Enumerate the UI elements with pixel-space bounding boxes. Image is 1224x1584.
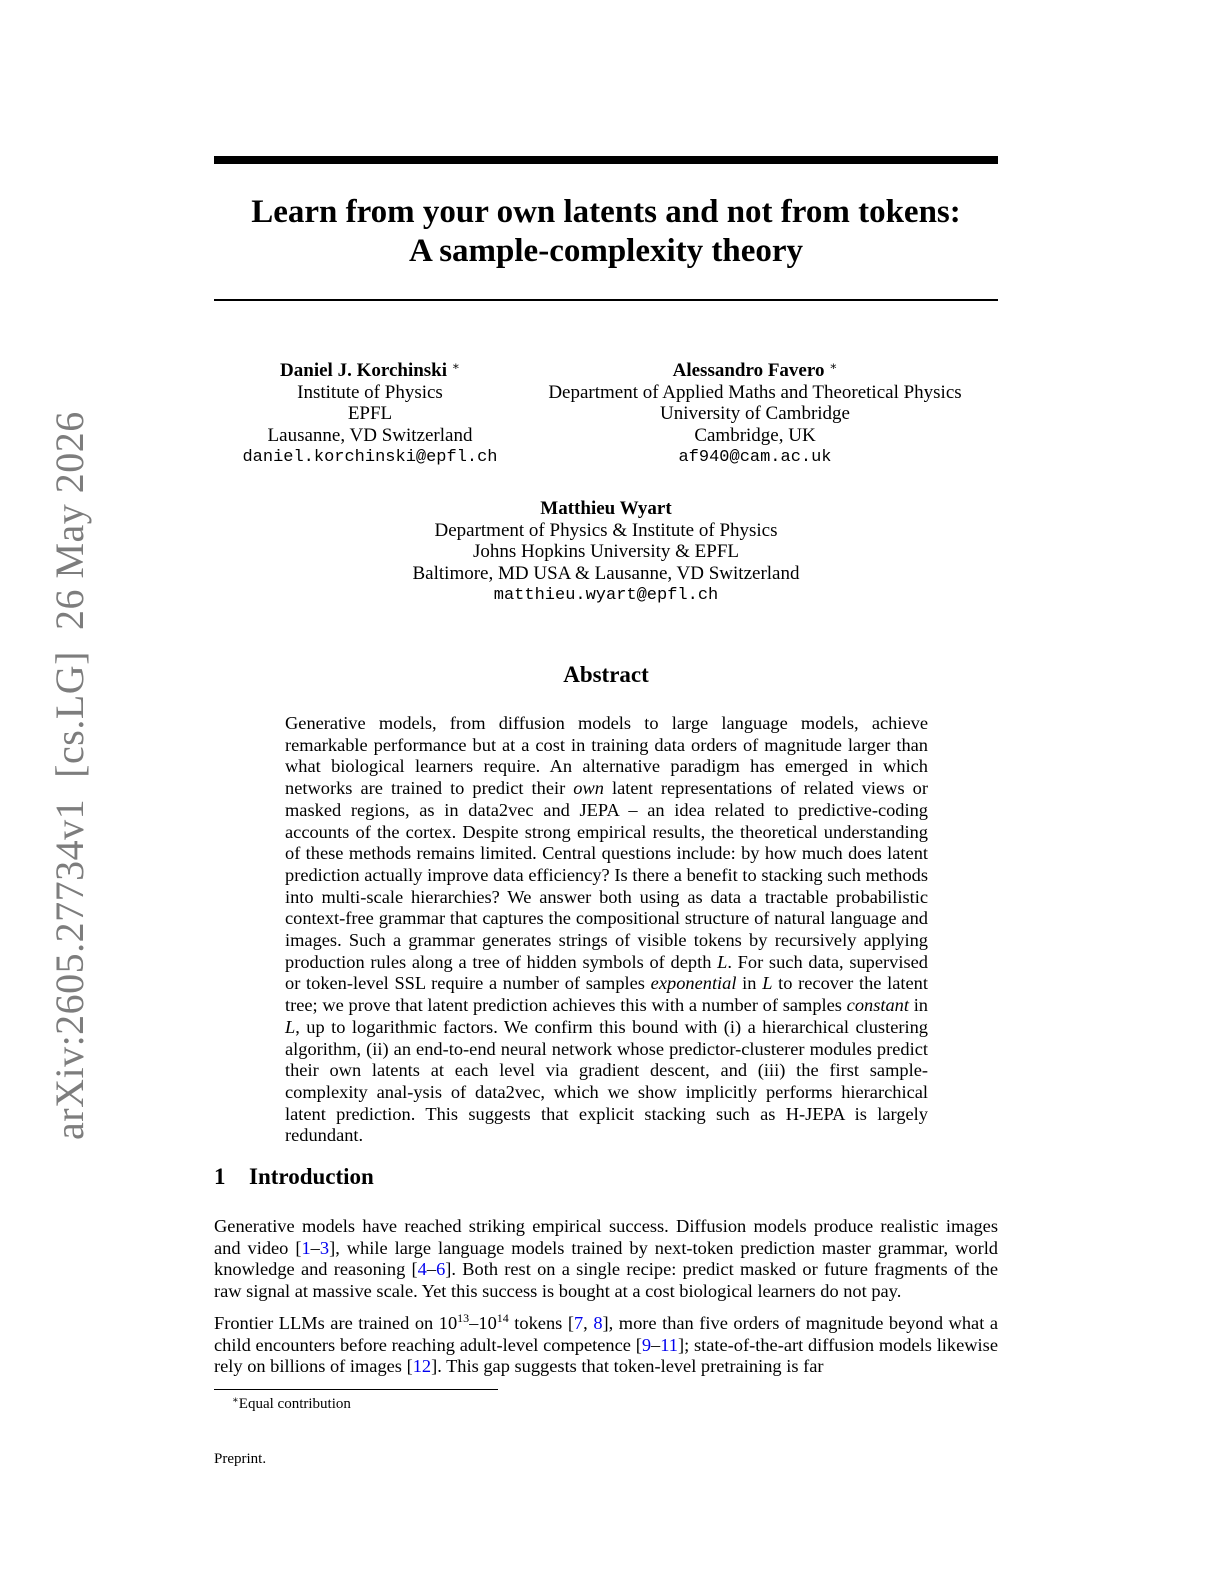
paragraph-text: –10	[469, 1313, 497, 1333]
exponent: 14	[496, 1311, 509, 1325]
citation-link[interactable]: 4	[417, 1259, 427, 1280]
section-title: Introduction	[249, 1164, 374, 1189]
title-bottom-rule	[214, 299, 998, 301]
math-symbol: L	[285, 1016, 296, 1037]
citation-link[interactable]: 7	[573, 1313, 584, 1333]
author-email[interactable]: matthieu.wyart@epfl.ch	[493, 585, 719, 605]
author-name: Alessandro Favero	[672, 360, 825, 381]
abstract-text: to recover the latent tree; we prove that latent prediction achieves this with a number of samples	[285, 973, 928, 1016]
math-symbol: L	[717, 951, 728, 972]
paragraph-text: ]. Both rest on a single recipe: predict masked or future fragments of the raw signal at massive scale. Yet this success is bought at a cost biological learners do not pay.	[214, 1259, 998, 1302]
author-email[interactable]: daniel.korchinski@epfl.ch	[242, 447, 498, 467]
author-affiliation-line: University of Cambridge	[660, 403, 850, 425]
citation-link[interactable]: 8	[593, 1313, 603, 1333]
author-affiliation-line: Department of Physics & Institute of Physics	[434, 519, 778, 541]
author-name: Daniel J. Korchinski	[280, 360, 448, 381]
arxiv-date: 26 May 2026	[47, 411, 92, 631]
paragraph-text: ]; state-of-the-art diffusion models likewise rely on billions of images [	[214, 1334, 998, 1377]
exponent: 13	[457, 1311, 470, 1325]
citation-link[interactable]: 12	[412, 1356, 432, 1377]
citation-link[interactable]: 6	[436, 1259, 446, 1280]
paper-title	[214, 193, 998, 271]
title-line-2: A sample-complexity theory	[408, 233, 804, 269]
paragraph-text: –	[426, 1259, 437, 1280]
citation-link[interactable]: 3	[319, 1237, 330, 1258]
author-affiliation-line: Cambridge, UK	[694, 425, 816, 447]
author-block-favero	[520, 356, 990, 469]
author-affiliation-line: EPFL	[347, 403, 393, 425]
abstract-text: in	[736, 973, 763, 994]
paragraph-text: ], more than five orders of magnitude beyond what a child encounters before reaching adult-level competence [	[214, 1313, 998, 1355]
paragraph-text: –	[651, 1334, 661, 1355]
math-symbol: L	[762, 973, 773, 994]
citation-link[interactable]: 11	[660, 1334, 678, 1355]
paragraph-text: –	[310, 1237, 320, 1258]
abstract-emphasis: constant	[846, 995, 909, 1016]
author-affiliation-line: Department of Applied Maths and Theoretical Physics	[548, 381, 962, 403]
equal-contribution-marker: ∗	[451, 359, 460, 373]
citation-link[interactable]: 1	[301, 1237, 311, 1258]
title-top-rule	[214, 156, 998, 164]
paragraph-text: Frontier LLMs are trained on 10	[214, 1313, 458, 1333]
paragraph-text: ], while large language models trained by next-token prediction master grammar, world knowledge and reasoning [	[214, 1237, 998, 1280]
paragraph-text: ,	[583, 1313, 594, 1333]
arxiv-sidebar-stamp	[30, 0, 110, 1140]
arxiv-category: [cs.LG]	[47, 651, 92, 778]
section-heading-introduction	[214, 1164, 374, 1190]
intro-paragraph-1	[214, 1216, 998, 1303]
author-affiliation-line: Institute of Physics	[297, 381, 443, 403]
section-number: 1	[214, 1164, 226, 1189]
abstract-text: , up to logarithmic factors. We confirm this bound with (i) a hierarchical clustering algorithm, (ii) an end-to-end neural network whose predictor-clusterer modules predict their own latents at each level via gradient descent, and (iii) the first sample-complexity anal-ysis of data2vec, which we show implicitly performs hierarchical latent prediction. This suggests that explicit stacking such as H-JEPA is largely redundant.	[285, 1016, 928, 1146]
intro-paragraph-2	[214, 1313, 998, 1378]
paragraph-text: ]. This gap suggests that token-level pretraining is far	[431, 1356, 824, 1377]
paragraph-text: Generative models have reached striking empirical success. Diffusion models produce realistic images and video [	[214, 1216, 998, 1258]
author-name: Matthieu Wyart	[540, 498, 672, 519]
author-affiliation-line: Johns Hopkins University & EPFL	[472, 541, 740, 563]
abstract-text: latent representations of related views or masked regions, as in data2vec and JEPA – an idea related to predictive-coding accounts of the cortex. Despite strong empirical results, the theoretical understanding of these methods remains limited. Central questions include: by how much does latent prediction actually improve data efficiency? Is there a benefit to stacking such methods into multi-scale hierarchies? We answer both using as data a tractable probabilistic context-free grammar that captures the compositional structure of natural language and images. Such a grammar generates strings of visible tokens by recursively applying production rules along a tree of hidden symbols of depth	[285, 778, 928, 972]
abstract-heading: Abstract	[563, 662, 649, 687]
abstract-body	[285, 713, 928, 1147]
title-line-1: Learn from your own latents and not from tokens:	[251, 194, 961, 230]
footnote-marker: ∗	[232, 1395, 239, 1406]
footnote-text: Equal contribution	[238, 1396, 351, 1412]
author-affiliation-line: Baltimore, MD USA & Lausanne, VD Switzerland	[412, 563, 800, 585]
citation-link[interactable]: 9	[641, 1334, 652, 1355]
abstract-text: . For such data, supervised or token-level SSL require a number of samples	[285, 951, 928, 994]
paragraph-text: tokens [	[508, 1313, 574, 1333]
author-block-wyart	[214, 498, 998, 607]
equal-contribution-marker: ∗	[829, 359, 838, 373]
abstract-text: Generative models, from diffusion models to large language models, achieve remarkable performance but at a cost in training data orders of magnitude larger than what biological learners require. An alternative paradigm has emerged in which networks are trained to predict their	[285, 713, 928, 799]
footnote	[232, 1395, 351, 1413]
author-block-korchinski	[214, 356, 526, 469]
abstract-emphasis: own	[573, 778, 604, 799]
arxiv-id: arXiv:2605.27734v1	[47, 798, 92, 1140]
preprint-footer: Preprint.	[214, 1451, 267, 1467]
author-email[interactable]: af940@cam.ac.uk	[678, 447, 832, 467]
abstract-text: in	[908, 995, 928, 1016]
author-affiliation-line: Lausanne, VD Switzerland	[267, 425, 473, 447]
abstract-emphasis: exponential	[650, 973, 737, 994]
footnote-rule	[214, 1389, 498, 1390]
